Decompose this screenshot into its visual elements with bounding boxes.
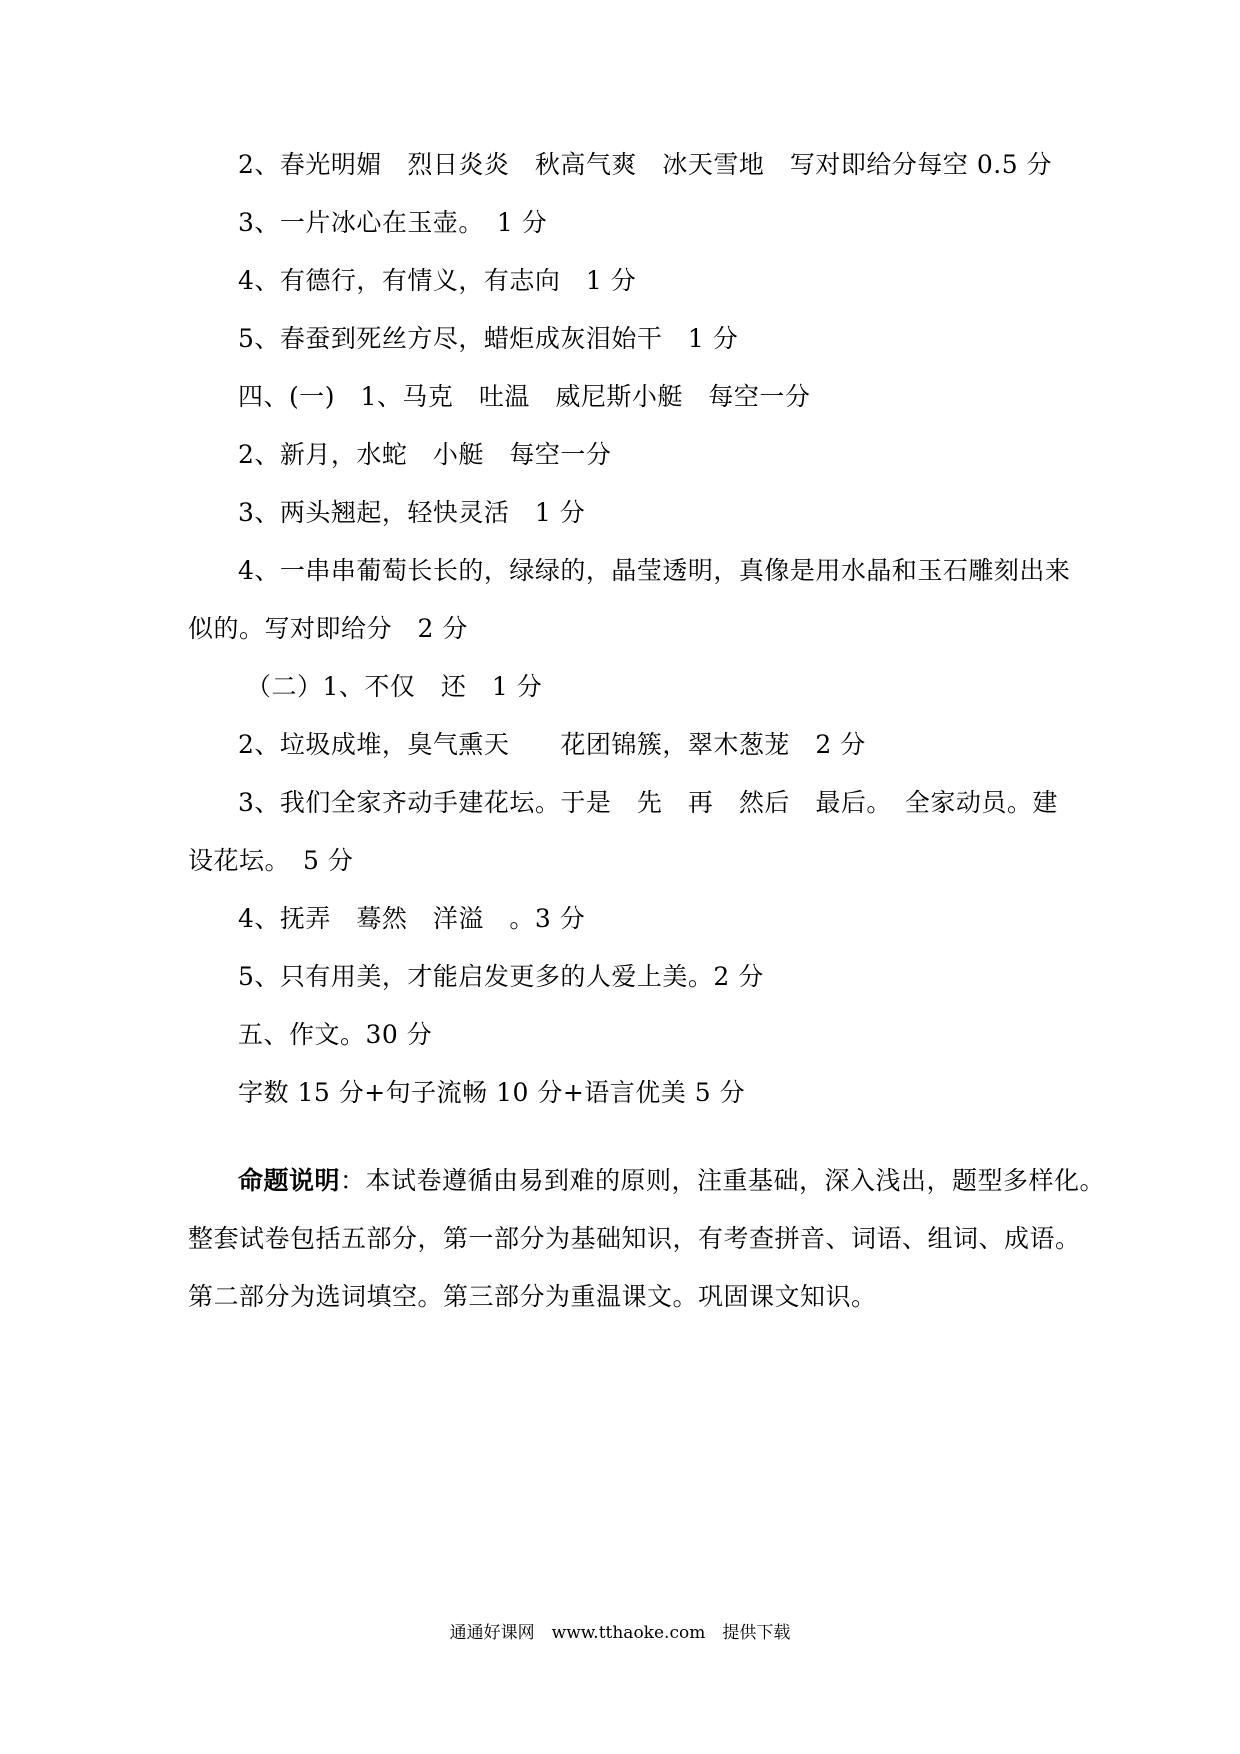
answer-line-4: 5、春蚕到死丝方尽，蜡炬成灰泪始干 1 分	[238, 324, 739, 353]
note-label: 命题说明	[238, 1166, 341, 1195]
answer-line-9: 似的。写对即给分 2 分	[188, 614, 468, 643]
answer-line-8: 4、一串串葡萄长长的，绿绿的，晶莹透明，真像是用水晶和玉石雕刻出来	[238, 556, 1071, 585]
note-paragraph-line-3: 第二部分为选词填空。第三部分为重温课文。巩固课文知识。	[188, 1282, 877, 1311]
note-paragraph-line-2: 整套试卷包括五部分，第一部分为基础知识，有考查拼音、词语、组词、成语。	[188, 1224, 1081, 1253]
answer-line-10: （二）1、不仅 还 1 分	[246, 672, 543, 701]
answer-line-2: 3、一片冰心在玉壶。 1 分	[238, 208, 548, 237]
answer-line-12: 3、我们全家齐动手建花坛。于是 先 再 然后 最后。 全家动员。建	[238, 788, 1058, 817]
answer-line-5: 四、(一) 1、马克 吐温 威尼斯小艇 每空一分	[238, 382, 811, 411]
answer-line-17: 字数 15 分+句子流畅 10 分+语言优美 5 分	[238, 1078, 746, 1107]
answer-line-13: 设花坛。 5 分	[188, 846, 354, 875]
answer-line-1: 2、春光明媚 烈日炎炎 秋高气爽 冰天雪地 写对即给分每空 0.5 分	[238, 150, 1053, 179]
page-footer: 通通好课网 www.tthaoke.com 提供下载	[449, 1623, 791, 1643]
answer-line-11: 2、垃圾成堆，臭气熏天 花团锦簇，翠木葱茏 2 分	[238, 730, 866, 759]
answer-line-3: 4、有德行，有情义，有志向 1 分	[238, 266, 637, 295]
answer-line-14: 4、抚弄 蓦然 洋溢 。3 分	[238, 904, 586, 933]
note-paragraph-line-1	[238, 1166, 1105, 1196]
answer-line-7: 3、两头翘起，轻快灵活 1 分	[238, 498, 586, 527]
answer-line-16: 五、作文。30 分	[238, 1020, 433, 1049]
answer-line-15: 5、只有用美，才能启发更多的人爱上美。2 分	[238, 962, 764, 991]
note-text-1: ：本试卷遵循由易到难的原则，注重基础，深入浅出，题型多样化。	[340, 1166, 1106, 1195]
answer-line-6: 2、新月，水蛇 小艇 每空一分	[238, 440, 612, 469]
